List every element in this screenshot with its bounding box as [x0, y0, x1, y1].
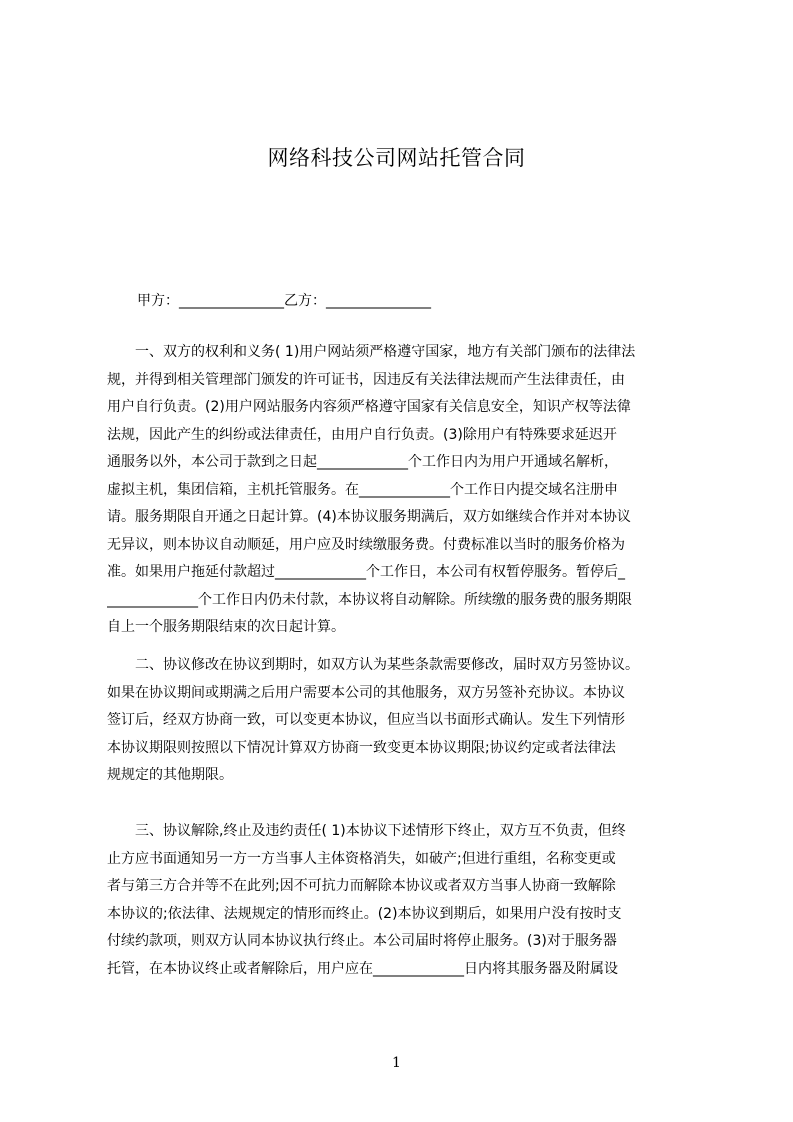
paragraph-line: 规，并得到相关管理部门颁发的许可证书，因违反有关法律法规而产生法律责任，由 — [107, 371, 625, 388]
paragraph-line: 准。如果用户拖延付款超过_____________个工作日，本公司有权暂停服务。暂停后_ — [107, 564, 625, 580]
paragraph-line: 法规，因此产生的纠纷或法律责任，由用户自行负责。(3)除用户有特殊要求延迟开 — [107, 426, 617, 443]
paragraph-line: 自上一个服务期限结束的次日起计算。 — [107, 619, 345, 635]
paragraph-line: 本协议的;依法律、法规规定的情形而终止。(2)本协议到期后，如果用户没有按时支 — [107, 905, 622, 922]
paragraph-line: 三、协议解除,终止及违约责任( 1)本协议下述情形下终止，双方互不负责，但终 — [135, 823, 626, 839]
paragraph-line: 付续约款项，则双方认同本协议执行终止。本公司届时将停止服务。(3)对于服务器 — [107, 933, 617, 949]
paragraph-line: 止方应书面通知另一方一方当事人主体资格消失，如破产;但进行重组，名称变更或 — [107, 850, 616, 867]
parties-line: 甲方：_______________乙方：_______________ — [137, 293, 431, 309]
paragraph-line: 通服务以外，本公司于款到之日起_____________个工作日内为用户开通域名解析， — [107, 454, 618, 470]
page-number: 1 — [392, 1055, 401, 1071]
section-rights-and-obligations — [107, 339, 707, 642]
paragraph-line: 用户自行负责。(2)用户网站服务内容须严格遵守国家有关信息安全，知识产权等法徫 — [107, 399, 631, 415]
section-termination-and-liability — [107, 818, 707, 983]
paragraph-line: 本协议期限则按照以下情况计算双方协商一致变更本协议期限;协议约定或者法律法 — [107, 739, 616, 756]
document-title: 网络科技公司网站托管合同 — [267, 146, 526, 170]
paragraph-line: 无异议，则本协议自动顺延，用户应及时续缴服务费。付费标准以当时的服务价格为 — [107, 536, 625, 553]
paragraph-line: _____________个工作日内仍未付款，本协议将自动解除。所续缴的服务费的服务期限 — [107, 591, 632, 608]
paragraph-line: 规规定的其他期限。 — [107, 767, 233, 783]
paragraph-line: 虚拟主机，集团信箱，主机托管服务。在_____________个工作日内提交域名注册申 — [107, 481, 618, 498]
paragraph-line: 者与第三方合并等不在此列;因不可抗力而解除本协议或者双方当事人协商一致解除 — [107, 878, 616, 894]
paragraph-line: 托管，在本协议终止或者解除后，用户应在_____________日内将其服务器及附属设 — [107, 960, 618, 977]
section-agreement-modification — [107, 652, 707, 790]
paragraph-line: 请。服务期限自开通之日起计算。(4)本协议服务期满后，双方如继续合作并对本协议 — [107, 509, 631, 525]
paragraph-line: 二、协议修改在协议到期时，如双方认为某些条款需要修改，届时双方另签协议。 — [135, 657, 639, 673]
paragraph-line: 签订后，经双方协商一致，可以变更本协议，但应当以书面形式确认。发生下列情形 — [107, 712, 625, 728]
paragraph-line: 一、双方的权利和义务( 1)用户网站须严格遵守国家，地方有关部门颁布的法律法 — [135, 344, 636, 360]
paragraph-line: 如果在协议期间或期满之后用户需要本公司的其他服务，双方另签补充协议。本协议 — [107, 684, 625, 701]
